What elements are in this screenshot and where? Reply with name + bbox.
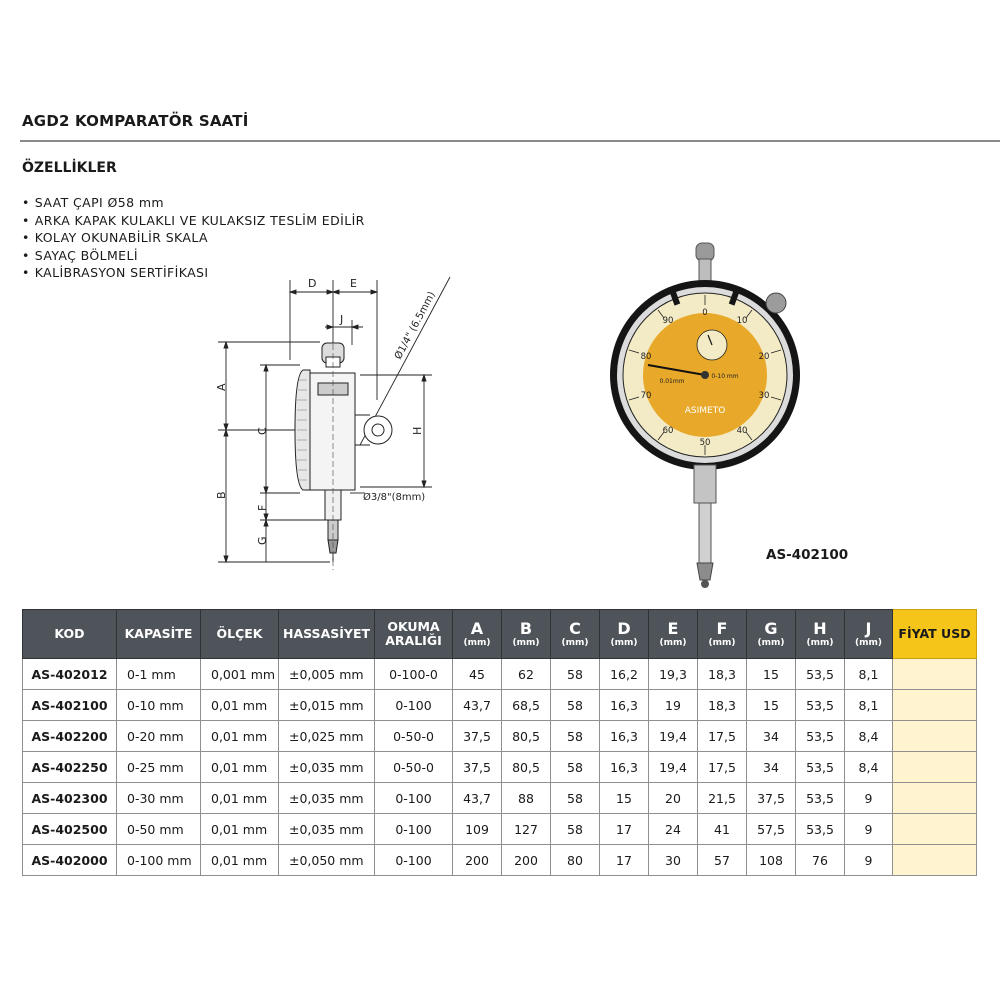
- cell-f: 17,5: [698, 721, 747, 752]
- table-row: [23, 814, 977, 845]
- column-header-price: FİYAT USD: [893, 610, 977, 659]
- cell-b: 88: [502, 783, 551, 814]
- dim-label-g: G: [256, 536, 269, 545]
- cell-reading-range: 0-50-0: [375, 752, 453, 783]
- column-header-e: [649, 610, 698, 659]
- dim-label-bottom-diameter: Ø3/8"(8mm): [363, 492, 426, 503]
- dial-number: 30: [758, 391, 770, 401]
- dial-number: 60: [662, 426, 674, 436]
- header-letter: D: [617, 618, 631, 638]
- cell-f: 17,5: [698, 752, 747, 783]
- dim-label-d: D: [308, 277, 317, 290]
- column-header-d: [600, 610, 649, 659]
- cell-h: 53,5: [796, 659, 845, 690]
- dial-number: 90: [662, 316, 674, 326]
- cell-code: AS-402012: [23, 659, 117, 690]
- cell-g: 57,5: [747, 814, 796, 845]
- cell-c: 58: [551, 783, 600, 814]
- header-letter: A: [470, 618, 484, 638]
- cell-g: 15: [747, 690, 796, 721]
- cell-e: 24: [649, 814, 698, 845]
- cell-scale: 0,01 mm: [201, 690, 279, 721]
- cell-accuracy: ±0,005 mm: [279, 659, 375, 690]
- dial-number: 10: [736, 316, 748, 326]
- cell-b: 200: [502, 845, 551, 876]
- table-row: [23, 845, 977, 876]
- cell-capacity: 0-1 mm: [117, 659, 201, 690]
- header-unit: (mm): [855, 637, 882, 648]
- dim-label-f: F: [256, 504, 269, 511]
- cell-reading-range: 0-100: [375, 845, 453, 876]
- cell-reading-range: 0-50-0: [375, 721, 453, 752]
- header-letter: G: [764, 618, 778, 638]
- cell-price: [893, 721, 977, 752]
- cell-e: 19,4: [649, 721, 698, 752]
- cell-j: 9: [845, 814, 893, 845]
- cell-f: 57: [698, 845, 747, 876]
- header-unit: (mm): [512, 637, 540, 648]
- cell-price: [893, 659, 977, 690]
- column-header-accuracy: HASSASİYET: [279, 610, 375, 659]
- cell-capacity: 0-100 mm: [117, 845, 201, 876]
- header-unit: (mm): [561, 637, 589, 648]
- cell-accuracy: ±0,050 mm: [279, 845, 375, 876]
- cell-capacity: 0-20 mm: [117, 721, 201, 752]
- dial-number: 70: [640, 391, 652, 401]
- cell-accuracy: ±0,035 mm: [279, 783, 375, 814]
- table-row: [23, 659, 977, 690]
- cell-j: 8,4: [845, 721, 893, 752]
- header-unit: (mm): [708, 637, 736, 648]
- cell-accuracy: ±0,035 mm: [279, 752, 375, 783]
- cell-e: 19,4: [649, 752, 698, 783]
- column-header-capacity: KAPASİTE: [117, 610, 201, 659]
- dial-range: 0-10 mm: [711, 373, 739, 380]
- dimension-drawing: [200, 265, 470, 590]
- dial-brand: ASIMETO: [684, 406, 726, 416]
- spec-table: [22, 609, 977, 876]
- cell-f: 41: [698, 814, 747, 845]
- cell-scale: 0,01 mm: [201, 752, 279, 783]
- cell-f: 21,5: [698, 783, 747, 814]
- cell-scale: 0,01 mm: [201, 721, 279, 752]
- cell-accuracy: ±0,025 mm: [279, 721, 375, 752]
- dim-label-h: H: [411, 426, 424, 435]
- cell-h: 53,5: [796, 721, 845, 752]
- cell-h: 53,5: [796, 783, 845, 814]
- cell-e: 20: [649, 783, 698, 814]
- dim-label-a: A: [215, 383, 228, 391]
- cell-capacity: 0-30 mm: [117, 783, 201, 814]
- dial-resolution: 0.01mm: [659, 378, 685, 385]
- header-letter: F: [716, 618, 728, 638]
- cell-j: 8,1: [845, 690, 893, 721]
- column-header-j: [845, 610, 893, 659]
- header-letter: C: [569, 618, 581, 638]
- header-letter: H: [813, 618, 827, 638]
- cell-code: AS-402500: [23, 814, 117, 845]
- model-caption: AS-402100: [766, 547, 849, 563]
- cell-price: [893, 690, 977, 721]
- cell-d: 16,3: [600, 752, 649, 783]
- cell-d: 16,2: [600, 659, 649, 690]
- cell-a: 200: [453, 845, 502, 876]
- header-letter: E: [667, 618, 679, 638]
- header-unit: (mm): [757, 637, 785, 648]
- dim-label-c: C: [256, 427, 269, 435]
- cell-g: 34: [747, 721, 796, 752]
- cell-g: 108: [747, 845, 796, 876]
- cell-capacity: 0-10 mm: [117, 690, 201, 721]
- cell-d: 15: [600, 783, 649, 814]
- cell-j: 8,4: [845, 752, 893, 783]
- cell-reading-range: 0-100: [375, 814, 453, 845]
- header-letter: B: [519, 618, 533, 638]
- cell-a: 37,5: [453, 752, 502, 783]
- cell-b: 68,5: [502, 690, 551, 721]
- dim-label-top-diameter: Ø1/4" (6.5mm): [392, 290, 438, 362]
- dial-number: 40: [736, 426, 748, 436]
- feature-item: • KALİBRASYON SERTİFİKASI: [22, 264, 365, 282]
- cell-d: 16,3: [600, 721, 649, 752]
- cell-scale: 0,001 mm: [201, 659, 279, 690]
- cell-a: 45: [453, 659, 502, 690]
- column-header-reading-range: OKUMA ARALIĞI: [375, 610, 453, 659]
- header-letter: J: [865, 618, 872, 638]
- cell-a: 43,7: [453, 783, 502, 814]
- cell-price: [893, 752, 977, 783]
- cell-a: 109: [453, 814, 502, 845]
- table-row: [23, 752, 977, 783]
- dim-label-b: B: [215, 491, 228, 499]
- cell-j: 8,1: [845, 659, 893, 690]
- feature-item: • SAAT ÇAPI Ø58 mm: [22, 194, 365, 212]
- cell-d: 17: [600, 814, 649, 845]
- cell-f: 18,3: [698, 690, 747, 721]
- table-header-row: [23, 610, 977, 659]
- cell-a: 43,7: [453, 690, 502, 721]
- dial-number: 20: [758, 352, 770, 362]
- table-row: [23, 721, 977, 752]
- column-header-g: [747, 610, 796, 659]
- column-header-a: [453, 610, 502, 659]
- header-unit: (mm): [610, 637, 638, 648]
- cell-c: 80: [551, 845, 600, 876]
- cell-a: 37,5: [453, 721, 502, 752]
- cell-code: AS-402000: [23, 845, 117, 876]
- cell-scale: 0,01 mm: [201, 814, 279, 845]
- header-unit: (mm): [806, 637, 834, 648]
- cell-g: 34: [747, 752, 796, 783]
- cell-reading-range: 0-100-0: [375, 659, 453, 690]
- dim-label-j: J: [340, 313, 344, 326]
- cell-capacity: 0-50 mm: [117, 814, 201, 845]
- cell-j: 9: [845, 783, 893, 814]
- dial-number: 80: [640, 352, 652, 362]
- features-heading: ÖZELLİKLER: [22, 160, 117, 176]
- cell-c: 58: [551, 690, 600, 721]
- cell-c: 58: [551, 721, 600, 752]
- column-header-b: [502, 610, 551, 659]
- cell-capacity: 0-25 mm: [117, 752, 201, 783]
- dial-number: 0: [702, 308, 708, 318]
- table-body: [23, 659, 977, 876]
- cell-reading-range: 0-100: [375, 690, 453, 721]
- cell-g: 15: [747, 659, 796, 690]
- cell-c: 58: [551, 659, 600, 690]
- cell-c: 58: [551, 752, 600, 783]
- table-row: [23, 783, 977, 814]
- cell-b: 80,5: [502, 752, 551, 783]
- cell-scale: 0,01 mm: [201, 783, 279, 814]
- column-header-c: [551, 610, 600, 659]
- column-header-code: KOD: [23, 610, 117, 659]
- dial-indicator-photo: [600, 235, 810, 595]
- cell-price: [893, 814, 977, 845]
- column-header-scale: ÖLÇEK: [201, 610, 279, 659]
- cell-scale: 0,01 mm: [201, 845, 279, 876]
- column-header-h: [796, 610, 845, 659]
- cell-accuracy: ±0,015 mm: [279, 690, 375, 721]
- cell-f: 18,3: [698, 659, 747, 690]
- cell-h: 76: [796, 845, 845, 876]
- cell-c: 58: [551, 814, 600, 845]
- cell-e: 19: [649, 690, 698, 721]
- feature-item: • SAYAÇ BÖLMELİ: [22, 247, 365, 265]
- cell-j: 9: [845, 845, 893, 876]
- cell-price: [893, 845, 977, 876]
- header-unit: (mm): [659, 637, 687, 648]
- title-divider: [20, 140, 1000, 142]
- cell-price: [893, 783, 977, 814]
- cell-code: AS-402200: [23, 721, 117, 752]
- dim-label-e: E: [350, 277, 357, 290]
- cell-e: 19,3: [649, 659, 698, 690]
- cell-b: 127: [502, 814, 551, 845]
- cell-d: 17: [600, 845, 649, 876]
- cell-e: 30: [649, 845, 698, 876]
- feature-item: • ARKA KAPAK KULAKLI VE KULAKSIZ TESLİM EDİLİR: [22, 212, 365, 230]
- cell-reading-range: 0-100: [375, 783, 453, 814]
- header-unit: (mm): [463, 637, 491, 648]
- cell-d: 16,3: [600, 690, 649, 721]
- feature-item: • KOLAY OKUNABİLİR SKALA: [22, 229, 365, 247]
- cell-code: AS-402250: [23, 752, 117, 783]
- cell-code: AS-402100: [23, 690, 117, 721]
- cell-accuracy: ±0,035 mm: [279, 814, 375, 845]
- cell-b: 80,5: [502, 721, 551, 752]
- cell-h: 53,5: [796, 690, 845, 721]
- cell-h: 53,5: [796, 814, 845, 845]
- page-title: AGD2 KOMPARATÖR SAATİ: [22, 112, 249, 130]
- cell-h: 53,5: [796, 752, 845, 783]
- dial-number: 50: [699, 438, 711, 448]
- cell-code: AS-402300: [23, 783, 117, 814]
- table-row: [23, 690, 977, 721]
- cell-b: 62: [502, 659, 551, 690]
- column-header-f: [698, 610, 747, 659]
- cell-g: 37,5: [747, 783, 796, 814]
